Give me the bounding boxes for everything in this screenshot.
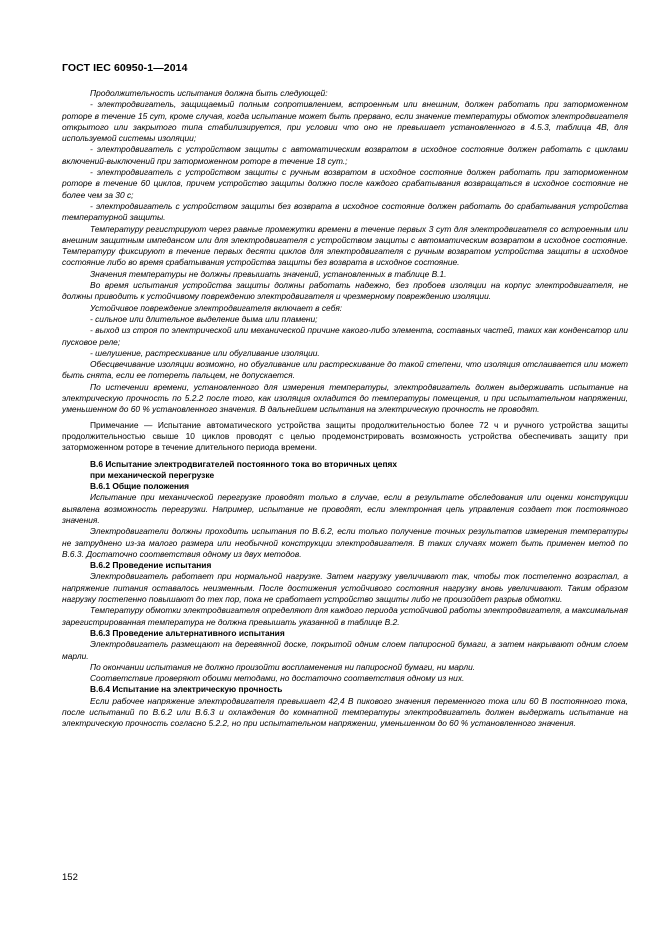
paragraph: Электродвигатели должны проходить испытания по В.6.2, если только получение точных результатов измерения температуры не затруднено из-за малого размера или необычной конструкции электродвигателя. В таких случаях может быть применен метод по В.6.3. Достаточно соответствия одному из двух методов.: [62, 526, 628, 559]
list-item: - электродвигатель с устройством защиты с автоматическим возвратом в исходное состояние должен работать с циклами включений-выключений при заторможенном роторе в течение 18 сут.;: [62, 144, 628, 166]
paragraph: Обесцвечивание изоляции возможно, но обугливание или растрескивание до такой степени, что изоляция отслаивается или может быть снята, если ее потереть пальцем, не допускается.: [62, 359, 628, 381]
paragraph: Если рабочее напряжение электродвигателя превышает 42,4 В пикового значения переменного тока или 60 В постоянного тока, после испытаний по В.6.2 или В.6.3 и охлаждения до комнатной температуры электродвигатель должен выдержать испытание на электрическую прочность согласно 5.2.2, но при испытательном напряжении, уменьшенном до 60 % установленного значения.: [62, 695, 628, 729]
paragraph: По истечении времени, установленного для измерения температуры, электродвигатель должен выдерживать испытание на электрическую прочность по 5.2.2 после того, как изоляция охладится до температуры помещения, и при испытательном напряжении, уменьшенном до 60 % установленного значения. В дальнейшем испытания на электрическую прочность не проводят.: [62, 381, 628, 415]
paragraph: Электродвигатель размещают на деревянной доске, покрытой одним слоем папиросной бумаги, а затем накрывают одним слоем марли.: [62, 639, 628, 661]
list-item: - электродвигатель с устройством защиты с ручным возвратом в исходное состояние должен работать при заторможенном роторе в течение 60 циклов, причем устройство защиты должно после каждого срабатывания возвращаться в исходное состояние не более чем за 30 с;: [62, 167, 628, 200]
section-heading: при механической перегрузке: [90, 469, 215, 480]
note: Примечание — Испытание автоматического устройства защиты продолжительностью более 72 ч и ручного устройства защиты продолжительностью свыше 10 циклов проводят с целью продемонстрировать возможность устройства обеспечивать защиту при заторможенном роторе в течение длительного периода времени.: [62, 419, 628, 453]
paragraph: Температуру регистрируют через равные промежутки времени в течение первых 3 сут для электродвигателя со встроенным или внешним защитным импедансом или для электродвигателя с устройством защиты с автоматическим возвратом в исходное состояние. Температуру фиксируют в течение первых десяти циклов для электродвигателя с ручным возвратом устройства защиты в исходное состояние либо во время срабатывания устройства защиты без возврата в исходное состояние.: [62, 223, 628, 268]
paragraph: Электродвигатель работает при нормальной нагрузке. Затем нагрузку увеличивают так, чтобы ток постепенно возрастал, а напряжение питания оставалось неизменным. После достижения устойчивого состояния нагрузку вновь увеличивают. Таким образом нагрузку постепенно повышают до тех пор, пока не сработает устройство защиты либо не произойдет разрыв обмотки.: [62, 571, 628, 605]
paragraph: По окончании испытания не должно произойти воспламенения ни папиросной бумаги, ни марли.: [90, 661, 476, 672]
paragraph: Устойчивое повреждение электродвигателя включает в себя:: [90, 302, 343, 313]
subsection-heading: В.6.1 Общие положения: [90, 481, 189, 492]
page-number: 152: [62, 872, 78, 883]
subsection-heading: В.6.4 Испытание на электрическую прочность: [90, 684, 283, 695]
standard-header: ГОСТ IEC 60950-1—2014: [62, 62, 188, 74]
paragraph: Испытание при механической перегрузке проводят только в случае, если в результате обследования или оценки конструкции выявлена возможность перегрузки. Например, испытание не проводят, если электронная цепь управления создает ток постоянного значения.: [62, 492, 628, 525]
paragraph: Температуру обмотки электродвигателя определяют для каждого периода устойчивой работы электродвигателя, а максимальная зарегистрированная температура не должна превышать указанной в таблице В.2.: [62, 605, 628, 627]
subsection-heading: В.6.3 Проведение альтернативного испытания: [90, 627, 285, 638]
subsection-heading: В.6.2 Проведение испытания: [90, 560, 212, 571]
list-item: - шелушение, растрескивание или обугливание изоляции.: [90, 347, 320, 358]
list-item: - сильное или длительное выделение дыма или пламени;: [90, 313, 318, 324]
section-heading: В.6 Испытание электродвигателей постоянного тока во вторичных цепях: [90, 458, 398, 469]
list-item: - электродвигатель с устройством защиты без возврата в исходное состояние должен работать до срабатывания устройства температурной защиты.: [62, 200, 628, 223]
list-item: - выход из строя по электрической или механической причине какого-либо элемента, составных частей, таких как конденсатор или пусковое реле;: [62, 325, 628, 347]
paragraph: Во время испытания устройства защиты должны работать надежно, без пробоев изоляции на корпус электродвигателя, не должны приводить к устойчивому повреждению электродвигателя и чрезмерному повреждению изоляции.: [62, 280, 628, 302]
paragraph: Соответствие проверяют обоими методами, но достаточно соответствия одному из них.: [90, 673, 465, 684]
paragraph: Значения температуры не должны превышать значений, установленных в таблице В.1.: [90, 268, 447, 279]
list-item: - электродвигатель, защищаемый полным сопротивлением, встроенным или внешним, должен работать при заторможенном роторе в течение 15 сут, кроме случая, когда испытание может быть прервано, если значение температуры обмоток электродвигателя открытого или закрытого типа стабилизируется, при условии что оно не превышает установленного в 4.5.3, таблица 4В, для используемой системы изоляции;: [62, 99, 628, 144]
page-content: [62, 88, 628, 730]
duration-intro: Продолжительность испытания должна быть следующей:: [90, 88, 328, 98]
